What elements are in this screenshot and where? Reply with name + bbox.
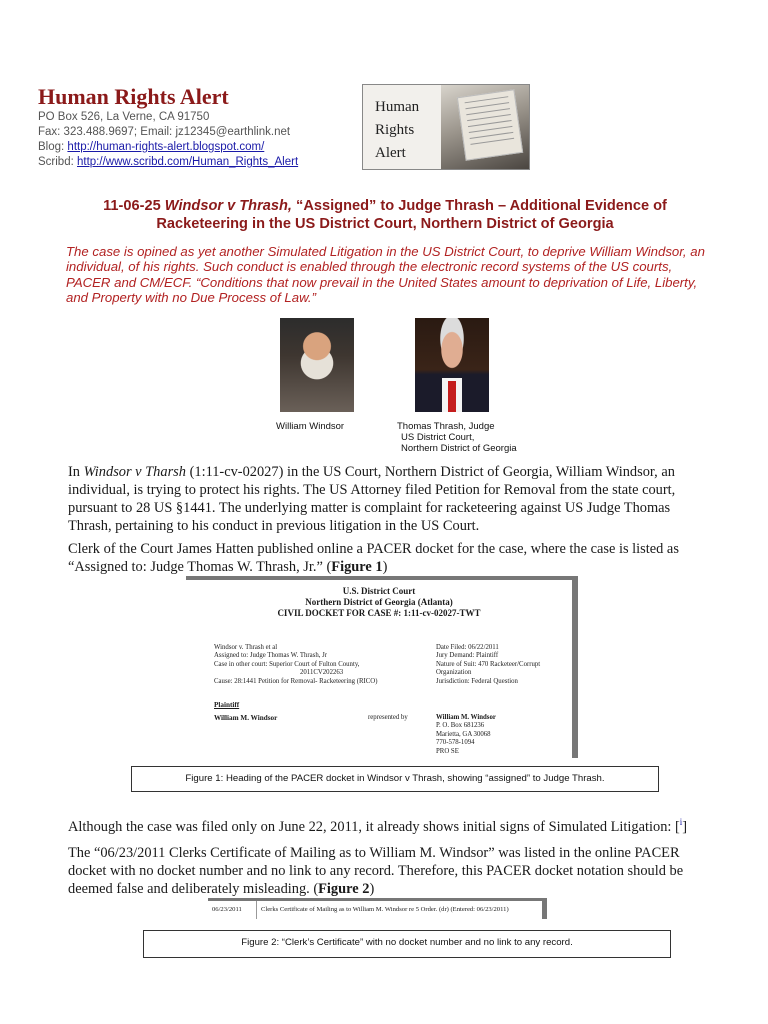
thrash-photo (415, 318, 489, 412)
logo-word-alert: Alert (375, 145, 406, 161)
fig1-plaintiff-label: Plaintiff (214, 701, 240, 709)
p2-end: ) (382, 559, 388, 575)
paragraph-1 (68, 463, 708, 535)
thrash-caption-line: Northern District of Georgia (401, 443, 517, 454)
fig1-left-line: Windsor v. Thrash et al (214, 644, 278, 651)
figure-1-caption: Figure 1: Heading of the PACER docket in Windsor v Thrash, showing “assigned” to Judge Thrash. (131, 766, 659, 792)
logo-word-rights: Rights (375, 122, 415, 138)
p1-case-name: Windsor v Tharsh (83, 464, 186, 480)
document-title (40, 197, 730, 233)
thrash-caption (397, 421, 527, 454)
p2-text: Clerk of the Court James Hatten published online a PACER docket for the case, where the case is listed as “Assigned to: Judge Thomas W. Thrash, Jr.” ( (68, 541, 679, 575)
p4-figure-ref: Figure 2 (318, 881, 370, 897)
fig1-right-column (436, 644, 566, 686)
fig1-left-line: Assigned to: Judge Thomas W. Thrash, Jr (214, 652, 328, 660)
fig1-plaintiff-name: William M. Windsor (214, 714, 278, 722)
fig1-represented-by: represented by (368, 714, 408, 721)
fig1-right-line: Nature of Suit: 470 Racketeer/Corrupt (436, 660, 541, 668)
p4-text: The “06/23/2011 Clerks Certificate of Mailing as to William M. Windsor” was listed in the online PACER docket with no docket number and no link to any record. Therefore, this PACER docket notation should be deemed false and deliberately misleading. ( (68, 845, 684, 897)
fig1-right-line: Jurisdiction: Federal Question (436, 677, 518, 685)
title-case-name: Windsor v Thrash, (164, 198, 292, 214)
fig1-rep-name: William M. Windsor (436, 714, 496, 721)
figure-1-docket-heading (186, 576, 578, 758)
paragraph-2 (68, 540, 708, 576)
scribd-label: Scribd: (38, 156, 74, 168)
logo-document-image (457, 89, 523, 160)
fig1-representative (436, 714, 496, 756)
thrash-caption-line: Thomas Thrash, Judge (397, 421, 495, 432)
fig2-entry: Clerks Certificate of Mailing as to William M. Windsor re 5 Order. (dr) (Entered: 06/23/2011) (261, 906, 509, 913)
fig1-left-line: Case in other court: Superior Court of Fulton County, (214, 660, 360, 668)
fig1-rep-line: P. O. Box 681236 (436, 722, 485, 730)
fig1-rep-line: PRO SE (436, 747, 459, 755)
fig1-left-line: Cause: 28:1441 Petition for Removal- Racketeering (RICO) (214, 677, 378, 685)
paragraph-4 (68, 844, 708, 898)
p3-end: ] (682, 819, 688, 835)
fig2-date: 06/23/2011 (208, 901, 257, 919)
fig1-heading-3: CIVIL DOCKET FOR CASE #: 1:11-cv-02027-TWT (277, 608, 481, 618)
fig1-rep-line: Marietta, GA 30068 (436, 730, 491, 738)
blog-line (38, 140, 264, 155)
p3-text: Although the case was filed only on June 22, 2011, it already shows initial signs of Simulated Litigation: [ (68, 819, 680, 835)
title-date: 11-06-25 (103, 198, 161, 214)
title-line1: “Assigned” to Judge Thrash – Additional Evidence of (296, 198, 667, 214)
p2-figure-ref: Figure 1 (331, 559, 383, 575)
fig1-right-line: Jury Demand: Plaintiff (436, 652, 499, 660)
fig1-left-column (214, 644, 414, 686)
logo-word-human: Human (375, 99, 420, 115)
title-line2: Racketeering in the US District Court, Northern District of Georgia (156, 216, 614, 232)
p1-text: (1:11-cv-02027) in the US Court, Northern District of Georgia, William Windsor, an individual, is trying to protect his rights. The US Attorney filed Petition for Removal from the state court, pursuant to 28 US §1441. The underlying matter is complaint for racketeering against US Judge Thomas Thrash, pertaining to his conduct in previous litigation in the US Court. (68, 464, 676, 534)
blog-label: Blog: (38, 141, 65, 153)
fig1-right-line: Date Filed: 06/22/2011 (436, 644, 499, 651)
p1-in: In (68, 464, 80, 480)
endnote-link[interactable]: i (679, 817, 683, 828)
paragraph-3 (68, 818, 708, 836)
windsor-photo (280, 318, 354, 412)
organization-name: Human Rights Alert (38, 84, 229, 109)
p4-end: ) (369, 881, 375, 897)
scribd-link[interactable]: http://www.scribd.com/Human_Rights_Alert (77, 156, 299, 168)
address: PO Box 526, La Verne, CA 91750 (38, 111, 210, 123)
figure-2-caption: Figure 2: “Clerk’s Certificate” with no docket number and no link to any record. (143, 930, 671, 958)
windsor-caption: William Windsor (276, 421, 345, 432)
fax-email: Fax: 323.488.9697; Email: jz12345@earthlink.net (38, 126, 291, 138)
fig1-rep-line: 770-578-1094 (436, 739, 475, 747)
abstract: The case is opined as yet another Simulated Litigation in the US District Court, to deprive William Windsor, an individual, of his rights. Such conduct is enabled through the electronic record systems of the US courts, PACER and CM/ECF. “Conditions that now prevail in the United States amount to deprivation of Life, Liberty, and Property with no Due Process of Law.” (66, 244, 705, 306)
fig1-right-line: Organization (436, 669, 472, 677)
scribd-line (38, 155, 298, 170)
figure-2-docket-entry (208, 898, 547, 919)
fig1-heading-2: Northern District of Georgia (Atlanta) (305, 597, 453, 607)
thrash-caption-line: US District Court, (401, 432, 475, 443)
logo (362, 84, 530, 170)
fig1-heading-1: U.S. District Court (342, 586, 416, 596)
blog-link[interactable]: http://human-rights-alert.blogspot.com/ (67, 141, 265, 153)
fig1-left-line: 2011CV202263 (300, 669, 344, 677)
